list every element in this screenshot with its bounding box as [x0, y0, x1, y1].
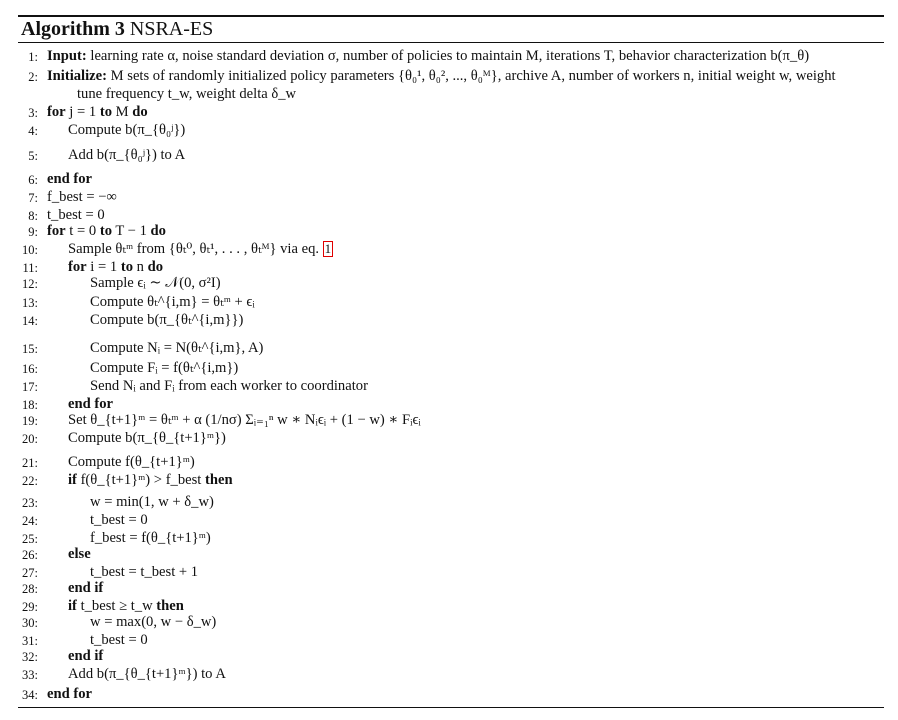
line-number: 1: — [28, 50, 38, 64]
line-text: t_best = 0 — [90, 512, 148, 528]
keyword: end for — [68, 396, 113, 412]
algorithm-label: Algorithm 3 — [21, 18, 125, 40]
keyword: for — [68, 259, 87, 275]
line-number: 29: — [22, 600, 38, 614]
line-number: 30: — [22, 616, 38, 630]
line-number: 25: — [22, 532, 38, 546]
line-text: learning rate α, noise standard deviation σ, number of policies to maintain M, iterations T, behavior characterization b(π_θ) — [86, 48, 810, 64]
line-number: 27: — [22, 566, 38, 580]
line-content — [90, 563, 198, 581]
line-content — [90, 293, 255, 311]
line-text: w = max(0, w − δ_w) — [90, 614, 217, 630]
line-content — [47, 103, 148, 121]
line-content — [90, 529, 211, 547]
line-number: 23: — [22, 496, 38, 510]
keyword: end for — [47, 686, 92, 702]
line-number: 18: — [22, 398, 38, 412]
line-text: i = 1 — [86, 259, 121, 275]
line-number: 17: — [22, 380, 38, 394]
line-number: 6: — [28, 173, 38, 187]
line-content — [68, 665, 226, 683]
keyword: if — [68, 472, 77, 488]
line-text: Compute f(θ_{t+1}ᵐ) — [68, 454, 195, 470]
line-number: 3: — [28, 106, 38, 120]
line-content — [68, 121, 185, 139]
keyword: then — [156, 598, 184, 614]
algorithm-name: NSRA-ES — [129, 18, 214, 40]
line-text: j = 1 — [65, 104, 100, 120]
line-content — [68, 453, 195, 471]
keyword: do — [132, 104, 148, 120]
keyword: end if — [68, 648, 104, 664]
line-text: f_best = f(θ_{t+1}ᵐ) — [90, 530, 211, 546]
line-number: 7: — [28, 191, 38, 205]
line-number: 34: — [22, 688, 38, 702]
line-text: Compute Nᵢ = N(θₜ^{i,m}, A) — [90, 340, 264, 356]
keyword: for — [47, 104, 66, 120]
line-content — [47, 188, 117, 206]
line-text: M — [112, 104, 133, 120]
line-text: Send Nᵢ and Fᵢ from each worker to coordinator — [90, 378, 368, 394]
line-number: 31: — [22, 634, 38, 648]
line-number: 9: — [28, 225, 38, 239]
line-text: tune frequency t_w, weight delta δ_w — [77, 86, 297, 102]
line-content — [77, 85, 296, 103]
line-content — [90, 377, 368, 395]
keyword: then — [205, 472, 233, 488]
line-text: n — [133, 259, 148, 275]
line-number: 15: — [22, 342, 38, 356]
line-number: 20: — [22, 432, 38, 446]
line-number: 10: — [22, 243, 38, 257]
keyword: do — [150, 223, 166, 239]
keyword: to — [99, 104, 112, 120]
line-text: t_best = 0 — [47, 207, 105, 223]
line-number: 2: — [28, 70, 38, 84]
keyword: if — [68, 598, 77, 614]
line-text: Compute b(π_{θ₀ʲ}) — [68, 122, 186, 138]
line-text: Set θ_{t+1}ᵐ = θₜᵐ + α (1/nσ) Σᵢ₌₁ⁿ w ∗ Nᵢϵᵢ + (1 − w) ∗ Fᵢϵᵢ — [68, 412, 421, 428]
line-content — [90, 493, 214, 511]
keyword: do — [147, 259, 164, 275]
line-number: 22: — [22, 474, 38, 488]
keyword: else — [68, 546, 91, 562]
line-text: Compute b(π_{θₜ^{i,m}}) — [90, 312, 244, 328]
line-text: f(θ_{t+1}ᵐ) > f_best — [76, 472, 206, 488]
line-content — [47, 170, 92, 188]
line-text: Compute θₜ^{i,m} = θₜᵐ + ϵᵢ — [90, 294, 255, 310]
line-number: 32: — [22, 650, 38, 664]
line-number: 12: — [22, 277, 38, 291]
line-text: t_best ≥ t_w — [76, 598, 157, 614]
line-number: 26: — [22, 548, 38, 562]
line-content — [90, 613, 216, 631]
line-content — [68, 240, 333, 258]
line-text: M sets of randomly initialized policy parameters {θ₀¹, θ₀², ..., θ₀ᴹ}, archive A, number of workers n, initial weight w, weight — [107, 68, 836, 84]
line-number: 11: — [22, 261, 38, 275]
line-content — [90, 511, 148, 529]
line-text: Add b(π_{θ_{t+1}ᵐ}) to A — [68, 666, 226, 682]
line-text: T − 1 — [112, 223, 151, 239]
equation-reference-link[interactable]: 1 — [324, 241, 332, 256]
bottom-rule — [18, 707, 884, 708]
keyword: to — [99, 223, 112, 239]
line-content — [47, 222, 166, 240]
line-content — [68, 471, 233, 489]
line-text: Compute b(π_{θ_{t+1}ᵐ}) — [68, 430, 226, 446]
line-content — [90, 359, 238, 377]
line-content — [68, 579, 103, 597]
line-text: w = min(1, w + δ_w) — [90, 494, 214, 510]
line-text: Sample ϵᵢ ∼ 𝒩(0, σ²I) — [90, 275, 221, 291]
line-text: t_best = t_best + 1 — [90, 564, 199, 580]
line-number: 21: — [22, 456, 38, 470]
line-number: 8: — [28, 209, 38, 223]
line-content — [68, 647, 103, 665]
keyword: end if — [68, 580, 104, 596]
line-content — [68, 545, 91, 563]
line-text: Sample θₜᵐ from {θₜ⁰, θₜ¹, . . . , θₜᴹ} via eq. — [68, 241, 323, 257]
line-text: t_best = 0 — [90, 632, 148, 648]
line-content — [47, 685, 92, 703]
line-content — [68, 411, 421, 429]
line-content — [90, 274, 221, 292]
line-number: 19: — [22, 414, 38, 428]
line-content — [47, 67, 836, 85]
line-content — [68, 146, 185, 164]
line-text: t = 0 — [65, 223, 100, 239]
line-number: 24: — [22, 514, 38, 528]
line-number: 28: — [22, 582, 38, 596]
line-content — [90, 311, 243, 329]
line-number: 4: — [28, 124, 38, 138]
line-text: f_best = −∞ — [47, 189, 117, 205]
line-content — [68, 429, 226, 447]
line-content — [90, 339, 263, 357]
line-number: 16: — [22, 362, 38, 376]
line-number: 5: — [28, 149, 38, 163]
keyword: Input: — [47, 48, 87, 64]
keyword: Initialize: — [47, 68, 107, 84]
keyword: end for — [47, 171, 92, 187]
keyword: for — [47, 223, 66, 239]
line-content — [47, 47, 809, 65]
line-text: Compute Fᵢ = f(θₜ^{i,m}) — [90, 360, 239, 376]
line-number: 14: — [22, 314, 38, 328]
line-number: 33: — [22, 668, 38, 682]
keyword: to — [120, 259, 133, 275]
line-text: Add b(π_{θ₀ʲ}) to A — [68, 147, 186, 163]
line-number: 13: — [22, 296, 38, 310]
